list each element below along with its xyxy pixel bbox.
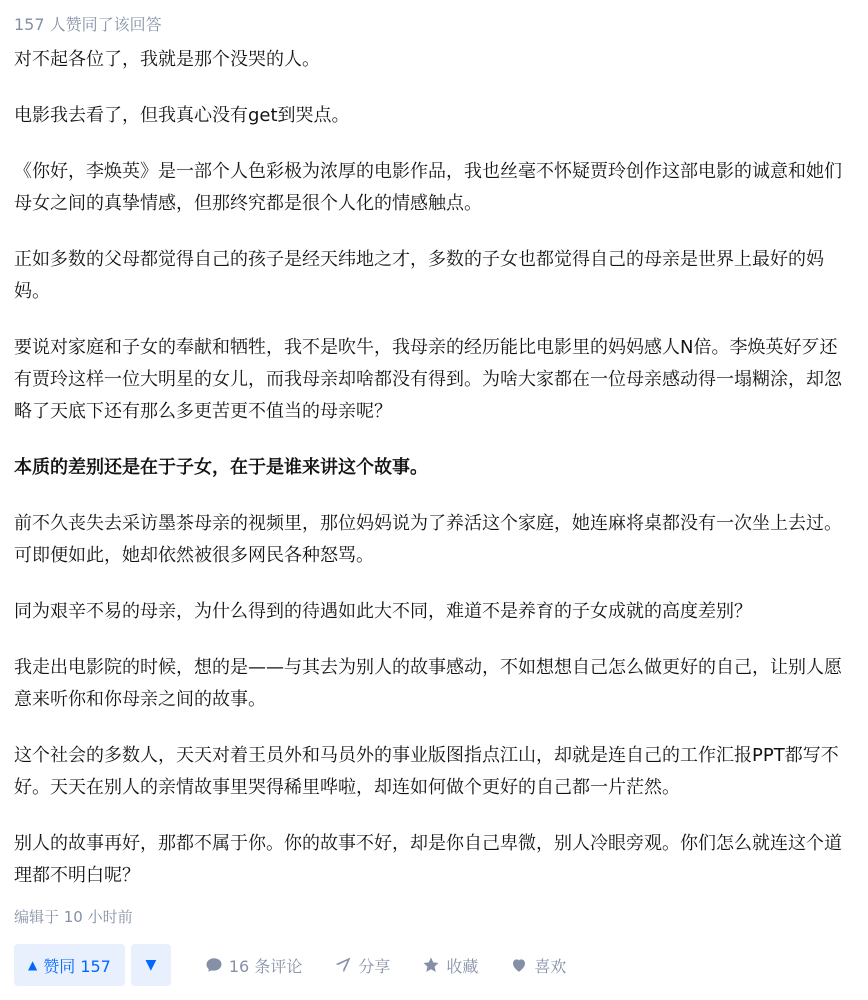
triangle-down-icon: ▼ xyxy=(145,957,157,973)
answer-paragraph: 正如多数的父母都觉得自己的孩子是经天纬地之才，多数的子女也都觉得自己的母亲是世界上最好的妈妈。 xyxy=(14,249,824,302)
comment-icon xyxy=(205,956,223,974)
answer-paragraph: 同为艰辛不易的母亲，为什么得到的待遇如此大不同，难道不是养育的子女成就的高度差别？ xyxy=(14,601,752,622)
downvote-button[interactable] xyxy=(131,944,171,986)
answer-paragraph: 要说对家庭和子女的奉献和牺牲，我不是吹牛，我母亲的经历能比电影里的妈妈感人N倍。李焕英好歹还有贾玲这样一位大明星的女儿，而我母亲却啥都没有得到。为啥大家都在一位母亲感动得一塌糊涂，却忽略了天底下还有那么多更苦更不值当的母亲呢？ xyxy=(14,337,842,422)
upvote-button[interactable] xyxy=(14,944,125,986)
triangle-up-icon: ▲ xyxy=(28,958,38,972)
like-button[interactable] xyxy=(510,954,566,977)
paper-plane-icon xyxy=(334,956,352,974)
answer-paragraph: 前不久丧失去采访墨茶母亲的视频里，那位妈妈说为了养活这个家庭，她连麻将桌都没有一次坐上去过。可即便如此，她却依然被很多网民各种怒骂。 xyxy=(14,513,842,566)
answer-paragraph: 《你好，李焕英》是一部个人色彩极为浓厚的电影作品，我也丝毫不怀疑贾玲创作这部电影的诚意和她们母女之间的真挚情感，但那终究都是很个人化的情感触点。 xyxy=(14,161,842,214)
answer-paragraph: 本质的差别还是在于子女，在于是谁来讲这个故事。 xyxy=(14,457,428,478)
comment-button[interactable] xyxy=(205,954,302,977)
share-label: 分享 xyxy=(358,956,391,976)
collect-label: 收藏 xyxy=(446,956,479,976)
star-icon xyxy=(422,956,440,974)
heart-icon xyxy=(510,956,528,974)
collect-button[interactable] xyxy=(422,954,478,977)
action-bar xyxy=(14,944,854,986)
answer-paragraph: 我走出电影院的时候，想的是——与其去为别人的故事感动，不如想想自己怎么做更好的自己，让别人愿意来听你和你母亲之间的故事。 xyxy=(14,657,842,710)
answer-paragraph: 电影我去看了，但我真心没有get到哭点。 xyxy=(14,105,350,126)
like-label: 喜欢 xyxy=(534,956,567,976)
answer-content xyxy=(14,44,854,892)
share-button[interactable] xyxy=(334,954,390,977)
upvote-label: 赞同 157 xyxy=(43,956,111,976)
comment-label: 16 条评论 xyxy=(228,956,303,976)
answer-paragraph: 别人的故事再好，那都不属于你。你的故事不好，却是你自己卑微，别人冷眼旁观。你们怎么就连这个道理都不明白呢？ xyxy=(14,833,842,886)
edited-time: 编辑于 10 小时前 xyxy=(14,908,133,926)
answer-paragraph: 这个社会的多数人，天天对着王员外和马员外的事业版图指点江山，却就是连自己的工作汇报PPT都写不好。天天在别人的亲情故事里哭得稀里哗啦，却连如何做个更好的自己都一片茫然。 xyxy=(14,745,839,798)
votes-summary: 157 人赞同了该回答 xyxy=(14,15,162,34)
answer-paragraph: 对不起各位了，我就是那个没哭的人。 xyxy=(14,49,320,70)
